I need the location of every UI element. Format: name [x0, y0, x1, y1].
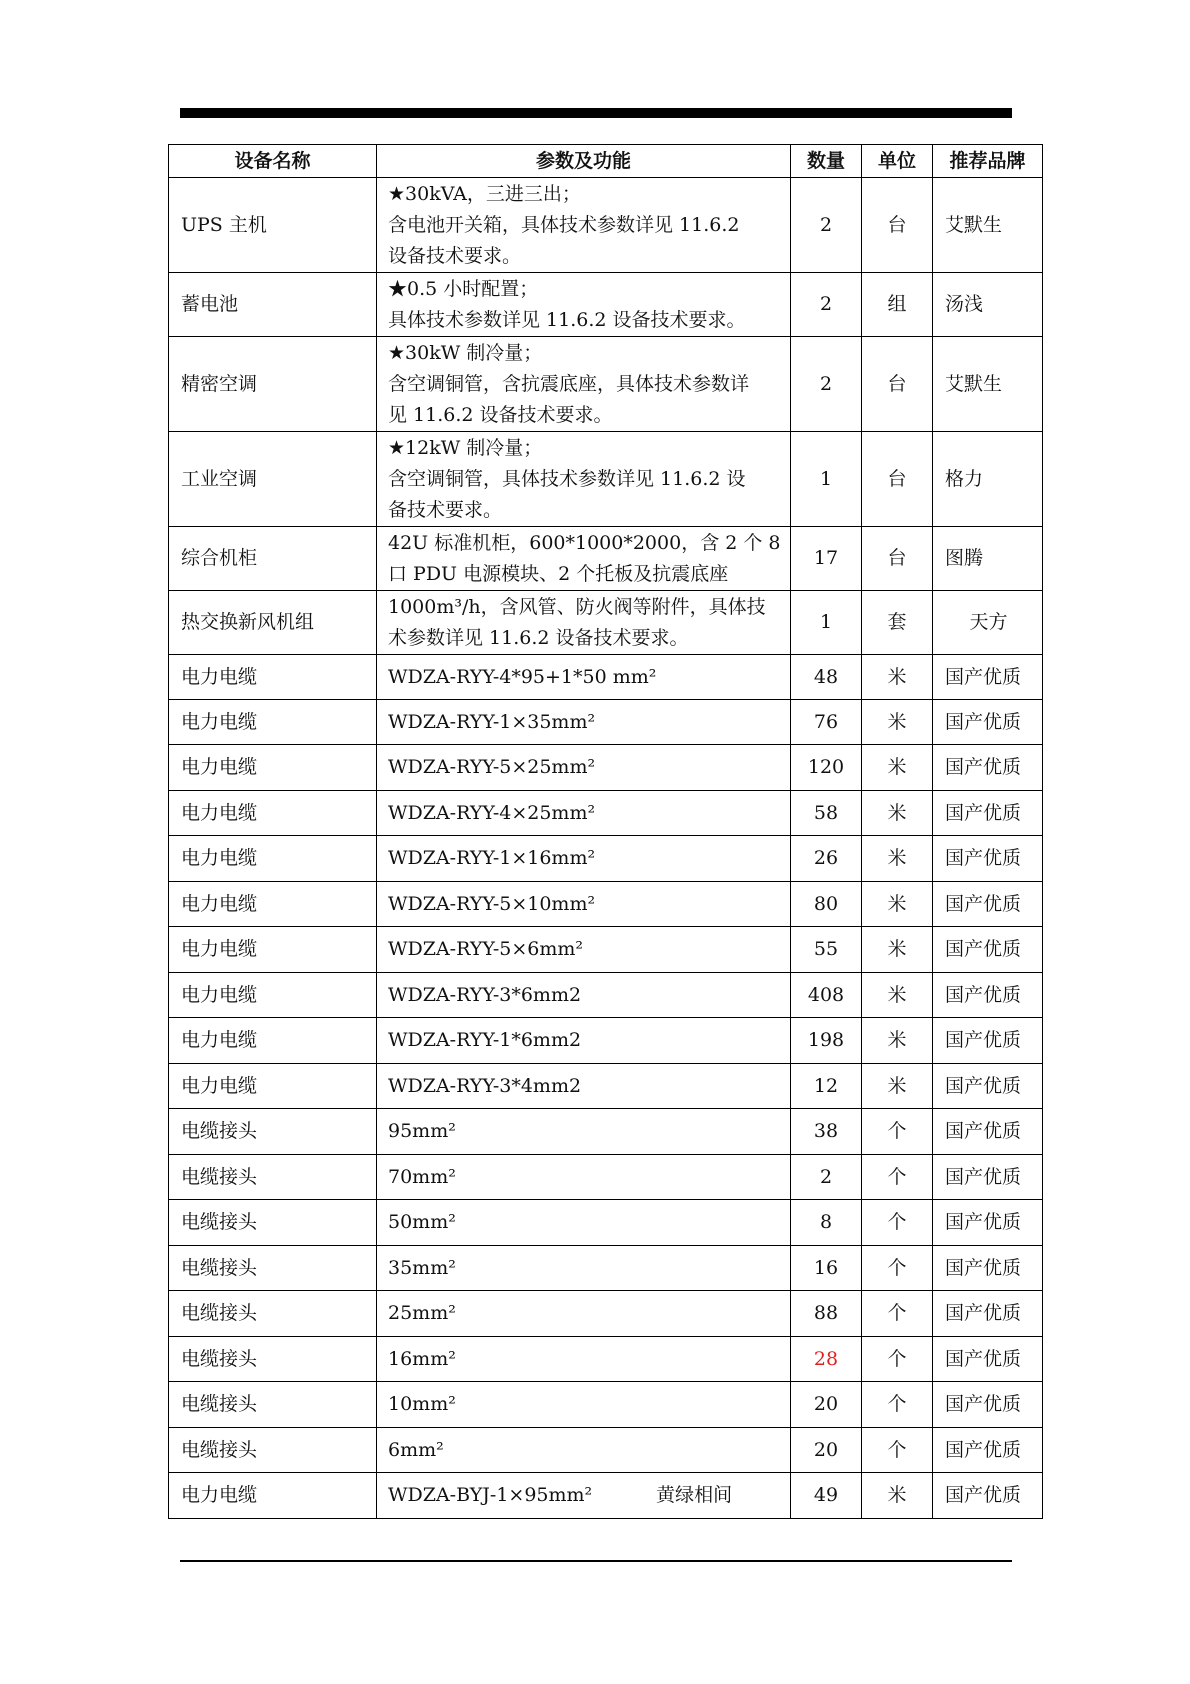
param-text: 见 11.6.2 设备技术要求。: [388, 403, 613, 426]
cell-device-name: 工业空调: [169, 432, 377, 527]
cell-unit: 米: [862, 700, 933, 745]
cell-brand: 国产优质: [933, 700, 1043, 745]
cell-device-name: 电缆接头: [169, 1428, 377, 1473]
header-params: 参数及功能: [377, 145, 791, 178]
param-text: 70mm²: [388, 1165, 456, 1188]
param-text: WDZA-RYY-3*6mm2: [388, 983, 582, 1006]
cell-brand: 国产优质: [933, 927, 1043, 973]
table-row: [169, 1155, 1043, 1200]
table-row: [169, 836, 1043, 882]
param-text: WDZA-RYY-1×35mm²: [388, 710, 596, 733]
cell-device-name: 蓄电池: [169, 273, 377, 337]
param-line: [388, 592, 780, 623]
cell-params: [377, 1064, 791, 1109]
param-line: [388, 707, 780, 738]
cell-unit: 米: [862, 1064, 933, 1109]
cell-device-name: 电缆接头: [169, 1200, 377, 1246]
param-line: [388, 241, 780, 272]
param-text: WDZA-BYJ-1×95mm²: [388, 1484, 593, 1506]
cell-brand: 国产优质: [933, 1428, 1043, 1473]
header-unit: 单位: [862, 145, 933, 178]
cell-device-name: 精密空调: [169, 337, 377, 432]
cell-brand: 国产优质: [933, 1109, 1043, 1155]
cell-quantity: 38: [791, 1109, 862, 1155]
cell-quantity: 76: [791, 700, 862, 745]
cell-unit: 米: [862, 655, 933, 700]
table-row: [169, 1246, 1043, 1291]
cell-params: [377, 791, 791, 836]
param-line: [388, 1298, 780, 1329]
cell-params: [377, 1337, 791, 1382]
cell-quantity: 16: [791, 1246, 862, 1291]
header-brand: 推荐品牌: [933, 145, 1043, 178]
table-row: [169, 973, 1043, 1018]
cell-params: [377, 527, 791, 591]
cell-unit: 个: [862, 1155, 933, 1200]
param-line: [388, 623, 780, 654]
cell-device-name: 电力电缆: [169, 700, 377, 745]
table-row: [169, 337, 1043, 432]
cell-brand: 国产优质: [933, 1200, 1043, 1246]
param-text: 25mm²: [388, 1302, 456, 1324]
cell-quantity: 58: [791, 791, 862, 836]
cell-unit: 个: [862, 1246, 933, 1291]
cell-unit: 台: [862, 527, 933, 591]
param-line: [388, 210, 780, 241]
cell-quantity: 2: [791, 337, 862, 432]
param-text: ★12kW 制冷量；: [388, 436, 543, 459]
cell-params: [377, 836, 791, 882]
param-text: 含电池开关箱，具体技术参数详见 11.6.2: [388, 213, 740, 236]
param-text: ★30kW 制冷量；: [388, 341, 543, 364]
cell-unit: 个: [862, 1428, 933, 1473]
cell-device-name: 电力电缆: [169, 791, 377, 836]
cell-unit: 组: [862, 273, 933, 337]
cell-quantity: 80: [791, 882, 862, 927]
param-text: WDZA-RYY-4×25mm²: [388, 801, 596, 824]
cell-params: [377, 432, 791, 527]
param-text: ★0.5 小时配置；: [388, 277, 539, 300]
cell-quantity: 49: [791, 1473, 862, 1519]
cell-unit: 米: [862, 927, 933, 973]
cell-unit: 个: [862, 1109, 933, 1155]
cell-device-name: 电力电缆: [169, 927, 377, 973]
param-text: 10mm²: [388, 1393, 456, 1415]
cell-params: [377, 745, 791, 791]
cell-unit: 套: [862, 591, 933, 655]
param-text: 1000m³/h，含风管、防火阀等附件，具体技: [388, 595, 766, 618]
cell-device-name: 电力电缆: [169, 882, 377, 927]
cell-quantity: 1: [791, 432, 862, 527]
cell-params: [377, 700, 791, 745]
param-line: [388, 1025, 780, 1056]
param-line: [388, 1207, 780, 1238]
param-text: 42U 标准机柜，600*1000*2000，含 2 个 8: [388, 531, 781, 554]
param-line: [388, 559, 780, 590]
table-row: [169, 1200, 1043, 1246]
param-line: [388, 1389, 780, 1420]
cell-brand: 国产优质: [933, 882, 1043, 927]
cell-params: [377, 178, 791, 273]
cell-quantity: 408: [791, 973, 862, 1018]
cell-device-name: 电力电缆: [169, 1473, 377, 1519]
cell-brand: 国产优质: [933, 1018, 1043, 1064]
table-row: [169, 1473, 1043, 1519]
table-row: [169, 1337, 1043, 1382]
cell-brand: 国产优质: [933, 791, 1043, 836]
cell-device-name: UPS 主机: [169, 178, 377, 273]
table-row: [169, 655, 1043, 700]
cell-brand: 国产优质: [933, 1382, 1043, 1428]
cell-device-name: 电缆接头: [169, 1109, 377, 1155]
param-text: 6mm²: [388, 1438, 444, 1461]
param-text: 50mm²: [388, 1211, 456, 1233]
cell-brand: 艾默生: [933, 178, 1043, 273]
table-row: [169, 178, 1043, 273]
param-text: ★30kVA，三进三出；: [388, 182, 581, 205]
cell-unit: 米: [862, 836, 933, 882]
cell-quantity: 120: [791, 745, 862, 791]
table-row: [169, 882, 1043, 927]
param-line: [388, 1480, 780, 1511]
cell-params: [377, 1428, 791, 1473]
header-device-name: 设备名称: [169, 145, 377, 178]
cell-quantity: 2: [791, 178, 862, 273]
cell-brand: 国产优质: [933, 973, 1043, 1018]
cell-params: [377, 273, 791, 337]
param-text: WDZA-RYY-5×25mm²: [388, 756, 596, 778]
cell-params: [377, 1473, 791, 1519]
cell-quantity: 20: [791, 1428, 862, 1473]
param-text: WDZA-RYY-4*95+1*50 mm²: [388, 665, 657, 688]
cell-quantity: 20: [791, 1382, 862, 1428]
cell-brand: 图腾: [933, 527, 1043, 591]
cell-unit: 米: [862, 745, 933, 791]
param-text: 术参数详见 11.6.2 设备技术要求。: [388, 626, 689, 649]
cell-params: [377, 927, 791, 973]
cell-quantity: 2: [791, 273, 862, 337]
param-text: 备技术要求。: [388, 498, 503, 521]
cell-device-name: 电力电缆: [169, 973, 377, 1018]
cell-params: [377, 1382, 791, 1428]
cell-unit: 个: [862, 1200, 933, 1246]
cell-unit: 台: [862, 432, 933, 527]
cell-params: [377, 1200, 791, 1246]
cell-brand: 汤浅: [933, 273, 1043, 337]
param-line: [388, 338, 780, 369]
param-line: [388, 464, 780, 495]
cell-brand: 国产优质: [933, 1473, 1043, 1519]
cell-brand: 国产优质: [933, 1155, 1043, 1200]
param-text: 35mm²: [388, 1256, 456, 1279]
param-line: [388, 1071, 780, 1102]
table-header-row: [169, 145, 1043, 178]
cell-params: [377, 882, 791, 927]
cell-params: [377, 973, 791, 1018]
cell-brand: 艾默生: [933, 337, 1043, 432]
param-line: [388, 179, 780, 210]
param-text: 设备技术要求。: [388, 244, 522, 267]
param-line: [388, 1162, 780, 1193]
param-line: [388, 1435, 780, 1466]
cell-device-name: 电缆接头: [169, 1382, 377, 1428]
param-line: [388, 1116, 780, 1147]
param-line: [388, 798, 780, 829]
cell-unit: 米: [862, 1018, 933, 1064]
cell-quantity: 26: [791, 836, 862, 882]
cell-quantity: 12: [791, 1064, 862, 1109]
param-line: [388, 662, 780, 693]
cell-quantity: 2: [791, 1155, 862, 1200]
table-row: [169, 527, 1043, 591]
param-line: [388, 495, 780, 526]
param-text: 含空调铜管，含抗震底座，具体技术参数详: [388, 372, 750, 395]
cell-unit: 米: [862, 791, 933, 836]
cell-unit: 个: [862, 1382, 933, 1428]
table-row: [169, 273, 1043, 337]
param-text: WDZA-RYY-5×10mm²: [388, 892, 596, 915]
table-row: [169, 1382, 1043, 1428]
param-line: [388, 1344, 780, 1375]
cell-unit: 米: [862, 882, 933, 927]
table-row: [169, 745, 1043, 791]
cell-params: [377, 1018, 791, 1064]
header-quantity: 数量: [791, 145, 862, 178]
param-line: [388, 400, 780, 431]
param-text: WDZA-RYY-1×16mm²: [388, 847, 596, 869]
cell-params: [377, 591, 791, 655]
table-row: [169, 791, 1043, 836]
param-line: [388, 752, 780, 783]
footer-rule: [180, 1560, 1012, 1562]
cell-device-name: 电力电缆: [169, 1064, 377, 1109]
cell-unit: 台: [862, 337, 933, 432]
param-line: [388, 305, 780, 336]
param-line: [388, 369, 780, 400]
cell-quantity: 55: [791, 927, 862, 973]
cell-params: [377, 337, 791, 432]
cell-unit: 台: [862, 178, 933, 273]
param-line: [388, 934, 780, 965]
table-row: [169, 1109, 1043, 1155]
cell-unit: 个: [862, 1291, 933, 1337]
cell-quantity: 1: [791, 591, 862, 655]
cell-device-name: 电力电缆: [169, 836, 377, 882]
cell-brand: 国产优质: [933, 1064, 1043, 1109]
equipment-table: [168, 144, 1043, 1519]
param-line: [388, 274, 780, 305]
cell-params: [377, 1155, 791, 1200]
cell-quantity: 28: [791, 1337, 862, 1382]
cell-quantity: 88: [791, 1291, 862, 1337]
param-text: 16mm²: [388, 1347, 456, 1370]
param-text: WDZA-RYY-1*6mm2: [388, 1029, 582, 1051]
header-rule: [180, 108, 1012, 118]
param-text: 具体技术参数详见 11.6.2 设备技术要求。: [388, 308, 746, 331]
table-row: [169, 1291, 1043, 1337]
table-row: [169, 1018, 1043, 1064]
cell-device-name: 电缆接头: [169, 1291, 377, 1337]
param-line: [388, 980, 780, 1011]
table-row: [169, 432, 1043, 527]
cell-brand: 国产优质: [933, 745, 1043, 791]
cell-quantity: 48: [791, 655, 862, 700]
param-text: 95mm²: [388, 1120, 456, 1142]
param-line: [388, 889, 780, 920]
cell-device-name: 热交换新风机组: [169, 591, 377, 655]
param-text: 含空调铜管，具体技术参数详见 11.6.2 设: [388, 467, 746, 490]
cell-quantity: 8: [791, 1200, 862, 1246]
cell-device-name: 电力电缆: [169, 1018, 377, 1064]
cell-brand: 国产优质: [933, 1246, 1043, 1291]
cell-device-name: 电力电缆: [169, 745, 377, 791]
cell-brand: 天方: [933, 591, 1043, 655]
cell-params: [377, 1291, 791, 1337]
param-line: [388, 1253, 780, 1284]
cell-quantity: 17: [791, 527, 862, 591]
cell-quantity: 198: [791, 1018, 862, 1064]
table-body: [169, 178, 1043, 1519]
cell-brand: 国产优质: [933, 655, 1043, 700]
cell-params: [377, 1246, 791, 1291]
cell-unit: 米: [862, 1473, 933, 1519]
cell-brand: 国产优质: [933, 1291, 1043, 1337]
table-row: [169, 1064, 1043, 1109]
param-line: [388, 433, 780, 464]
cell-brand: 格力: [933, 432, 1043, 527]
cell-device-name: 电缆接头: [169, 1155, 377, 1200]
param-line: [388, 528, 780, 559]
table-row: [169, 591, 1043, 655]
cell-unit: 米: [862, 973, 933, 1018]
cell-brand: 国产优质: [933, 1337, 1043, 1382]
cell-params: [377, 655, 791, 700]
cell-unit: 个: [862, 1337, 933, 1382]
param-text: WDZA-RYY-3*4mm2: [388, 1074, 582, 1097]
param-line: [388, 843, 780, 874]
cell-device-name: 电缆接头: [169, 1337, 377, 1382]
param-note: 黄绿相间: [656, 1484, 733, 1506]
param-text: 口 PDU 电源模块、2 个托板及抗震底座: [388, 562, 729, 585]
table-row: [169, 1428, 1043, 1473]
table-row: [169, 700, 1043, 745]
cell-device-name: 电缆接头: [169, 1246, 377, 1291]
param-text: WDZA-RYY-5×6mm²: [388, 938, 583, 960]
cell-params: [377, 1109, 791, 1155]
cell-device-name: 综合机柜: [169, 527, 377, 591]
cell-brand: 国产优质: [933, 836, 1043, 882]
cell-device-name: 电力电缆: [169, 655, 377, 700]
table-row: [169, 927, 1043, 973]
